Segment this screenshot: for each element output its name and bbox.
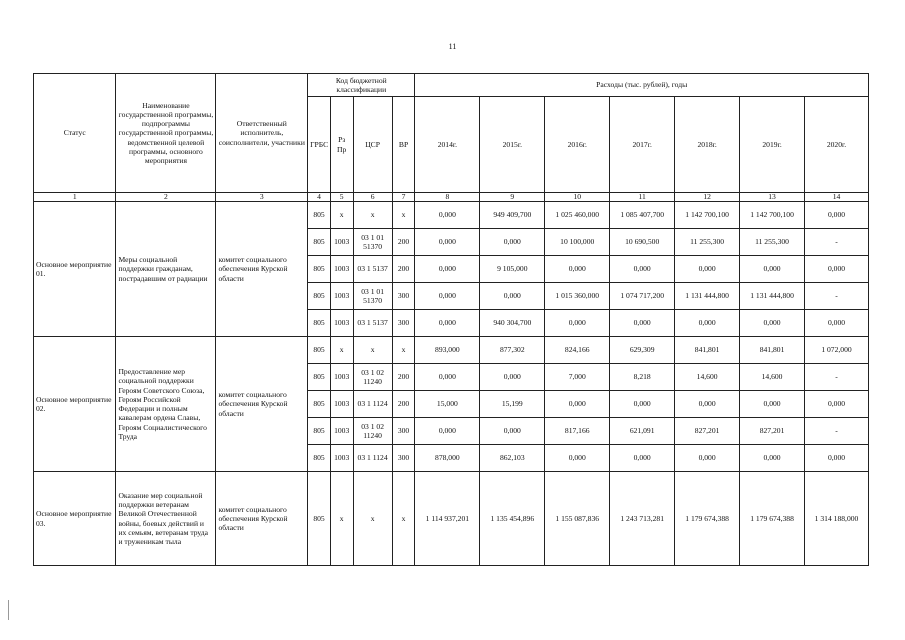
- table-row: [34, 337, 869, 364]
- header-year-2015: 2015г.: [480, 97, 545, 193]
- expense-value-cell: 0,000: [805, 202, 869, 229]
- header-year-2017: 2017г.: [610, 97, 675, 193]
- expense-value-cell: 1 114 937,201: [415, 472, 480, 566]
- vr-cell: 300: [392, 283, 415, 310]
- expense-value-cell: 1 015 360,000: [545, 283, 610, 310]
- column-number: 13: [740, 193, 805, 202]
- csr-cell: 03 1 1124: [353, 391, 392, 418]
- expense-value-cell: 0,000: [480, 229, 545, 256]
- expense-value-cell: 0,000: [545, 310, 610, 337]
- column-number: 7: [392, 193, 415, 202]
- header-expenses: Расходы (тыс. рублей), годы: [415, 74, 869, 97]
- expense-value-cell: 824,166: [545, 337, 610, 364]
- expense-value-cell: 1 142 700,100: [740, 202, 805, 229]
- header-status: Статус: [34, 74, 116, 193]
- header-budget-code: Код бюджетной классификации: [308, 74, 415, 97]
- expense-value-cell: 0,000: [675, 256, 740, 283]
- column-number: 6: [353, 193, 392, 202]
- executor-cell: комитет социального обеспечения Курской области: [216, 472, 308, 566]
- expense-value-cell: 0,000: [610, 256, 675, 283]
- header-executor: Ответственный исполнитель, соисполнители, участники: [216, 74, 308, 193]
- expense-value-cell: 0,000: [610, 445, 675, 472]
- csr-cell: 03 1 01 51370: [353, 229, 392, 256]
- vr-cell: 300: [392, 418, 415, 445]
- expense-value-cell: 841,801: [740, 337, 805, 364]
- expense-value-cell: 1 072,000: [805, 337, 869, 364]
- grbs-cell: 805: [308, 364, 331, 391]
- expense-value-cell: 1 085 407,700: [610, 202, 675, 229]
- grbs-cell: 805: [308, 445, 331, 472]
- rzpr-cell: х: [330, 472, 353, 566]
- expense-value-cell: 0,000: [415, 364, 480, 391]
- expense-value-cell: 0,000: [545, 445, 610, 472]
- expense-value-cell: 1 314 188,000: [805, 472, 869, 566]
- csr-cell: 03 1 02 11240: [353, 418, 392, 445]
- csr-cell: х: [353, 202, 392, 229]
- vr-cell: 200: [392, 391, 415, 418]
- table-row: [34, 472, 869, 566]
- activity-name-cell: Меры социальной поддержки гражданам, пострадавшим от радиации: [116, 202, 216, 337]
- csr-cell: 03 1 02 11240: [353, 364, 392, 391]
- header-grbs: ГРБС: [308, 97, 331, 193]
- csr-cell: 03 1 1124: [353, 445, 392, 472]
- expense-value-cell: 11 255,300: [740, 229, 805, 256]
- header-csr: ЦСР: [353, 97, 392, 193]
- grbs-cell: 805: [308, 472, 331, 566]
- expense-value-cell: 10 100,000: [545, 229, 610, 256]
- rzpr-cell: 1003: [330, 310, 353, 337]
- expense-value-cell: 0,000: [545, 256, 610, 283]
- expense-value-cell: 15,000: [415, 391, 480, 418]
- expense-value-cell: 0,000: [610, 310, 675, 337]
- expense-value-cell: 7,000: [545, 364, 610, 391]
- expense-value-cell: 1 131 444,800: [740, 283, 805, 310]
- rzpr-cell: 1003: [330, 256, 353, 283]
- activity-name-cell: Оказание мер социальной поддержки ветеранам Великой Отечественной войны, боевых действий и их семьям, ветеранам труда и труженикам тыла: [116, 472, 216, 566]
- expense-value-cell: 0,000: [740, 310, 805, 337]
- expense-value-cell: 0,000: [740, 445, 805, 472]
- expense-value-cell: 0,000: [675, 445, 740, 472]
- expense-value-cell: 1 179 674,388: [740, 472, 805, 566]
- expense-value-cell: 862,103: [480, 445, 545, 472]
- header-vr: ВР: [392, 97, 415, 193]
- activity-name-cell: Предоставление мер социальной поддержки Героям Советского Союза, Героям Российской Федерации и полным кавалерам ордена Славы, Героям Социалистического Труда: [116, 337, 216, 472]
- vr-cell: 200: [392, 256, 415, 283]
- expense-value-cell: -: [805, 418, 869, 445]
- header-year-2018: 2018г.: [675, 97, 740, 193]
- header-year-2016: 2016г.: [545, 97, 610, 193]
- expense-value-cell: 10 690,500: [610, 229, 675, 256]
- expense-value-cell: 1 243 713,281: [610, 472, 675, 566]
- table-body: [34, 202, 869, 566]
- vr-cell: х: [392, 202, 415, 229]
- expense-value-cell: 877,302: [480, 337, 545, 364]
- column-number: 10: [545, 193, 610, 202]
- grbs-cell: 805: [308, 337, 331, 364]
- expense-value-cell: 0,000: [805, 310, 869, 337]
- expense-value-cell: 0,000: [415, 283, 480, 310]
- vr-cell: х: [392, 472, 415, 566]
- grbs-cell: 805: [308, 256, 331, 283]
- expense-value-cell: 15,199: [480, 391, 545, 418]
- grbs-cell: 805: [308, 391, 331, 418]
- expense-value-cell: 0,000: [415, 256, 480, 283]
- column-number: 14: [805, 193, 869, 202]
- csr-cell: 03 1 01 51370: [353, 283, 392, 310]
- page-number: 11: [448, 42, 457, 51]
- expense-value-cell: 1 142 700,100: [675, 202, 740, 229]
- expense-value-cell: -: [805, 283, 869, 310]
- expense-value-cell: 0,000: [740, 256, 805, 283]
- expense-value-cell: 14,600: [740, 364, 805, 391]
- expense-value-cell: 0,000: [675, 310, 740, 337]
- csr-cell: х: [353, 472, 392, 566]
- rzpr-cell: 1003: [330, 229, 353, 256]
- vr-cell: х: [392, 337, 415, 364]
- rzpr-cell: 1003: [330, 418, 353, 445]
- expense-value-cell: 621,091: [610, 418, 675, 445]
- expense-value-cell: -: [805, 364, 869, 391]
- expense-value-cell: 0,000: [415, 310, 480, 337]
- column-number: 9: [480, 193, 545, 202]
- expense-value-cell: 940 304,700: [480, 310, 545, 337]
- column-number: 8: [415, 193, 480, 202]
- rzpr-cell: х: [330, 202, 353, 229]
- expense-value-cell: 893,000: [415, 337, 480, 364]
- csr-cell: х: [353, 337, 392, 364]
- expense-value-cell: 0,000: [805, 445, 869, 472]
- rzpr-cell: 1003: [330, 283, 353, 310]
- vr-cell: 300: [392, 445, 415, 472]
- column-number: 2: [116, 193, 216, 202]
- expense-value-cell: 0,000: [480, 364, 545, 391]
- expense-value-cell: 0,000: [415, 418, 480, 445]
- expense-value-cell: 0,000: [415, 229, 480, 256]
- expense-value-cell: 1 135 454,896: [480, 472, 545, 566]
- expense-value-cell: 878,000: [415, 445, 480, 472]
- expense-value-cell: 1 025 460,000: [545, 202, 610, 229]
- header-name: Наименование государственной программы, подпрограммы государственной программы, ведомственной целевой программы, основного мероприятия: [116, 74, 216, 193]
- status-cell: Основное мероприятие 01.: [34, 202, 116, 337]
- column-number: 11: [610, 193, 675, 202]
- column-number: 5: [330, 193, 353, 202]
- expense-value-cell: 817,166: [545, 418, 610, 445]
- expense-value-cell: 827,201: [675, 418, 740, 445]
- expense-value-cell: 14,600: [675, 364, 740, 391]
- column-number-row: [34, 193, 869, 202]
- header-rzpr: Рз Пр: [330, 97, 353, 193]
- column-number: 4: [308, 193, 331, 202]
- rzpr-cell: х: [330, 337, 353, 364]
- expense-value-cell: 827,201: [740, 418, 805, 445]
- scan-margin-mark: [8, 600, 9, 620]
- expense-value-cell: 1 131 444,800: [675, 283, 740, 310]
- expense-value-cell: 949 409,700: [480, 202, 545, 229]
- expense-value-cell: 841,801: [675, 337, 740, 364]
- budget-table: [33, 73, 869, 566]
- expense-value-cell: 629,309: [610, 337, 675, 364]
- executor-cell: комитет социального обеспечения Курской области: [216, 337, 308, 472]
- table-row: [34, 202, 869, 229]
- header-year-2014: 2014г.: [415, 97, 480, 193]
- header-year-2020: 2020г.: [805, 97, 869, 193]
- grbs-cell: 805: [308, 202, 331, 229]
- column-number: 12: [675, 193, 740, 202]
- grbs-cell: 805: [308, 418, 331, 445]
- expense-value-cell: 0,000: [480, 283, 545, 310]
- csr-cell: 03 1 5137: [353, 256, 392, 283]
- expense-value-cell: -: [805, 229, 869, 256]
- vr-cell: 300: [392, 310, 415, 337]
- status-cell: Основное мероприятие 02.: [34, 337, 116, 472]
- column-number: 1: [34, 193, 116, 202]
- grbs-cell: 805: [308, 310, 331, 337]
- csr-cell: 03 1 5137: [353, 310, 392, 337]
- rzpr-cell: 1003: [330, 391, 353, 418]
- rzpr-cell: 1003: [330, 364, 353, 391]
- expense-value-cell: 0,000: [805, 256, 869, 283]
- expense-value-cell: 1 155 087,836: [545, 472, 610, 566]
- executor-cell: комитет социального обеспечения Курской области: [216, 202, 308, 337]
- expense-value-cell: 0,000: [480, 418, 545, 445]
- vr-cell: 200: [392, 364, 415, 391]
- status-cell: Основное мероприятие 03.: [34, 472, 116, 566]
- expense-value-cell: 1 179 674,388: [675, 472, 740, 566]
- rzpr-cell: 1003: [330, 445, 353, 472]
- grbs-cell: 805: [308, 283, 331, 310]
- expense-value-cell: 9 105,000: [480, 256, 545, 283]
- expense-value-cell: 0,000: [805, 391, 869, 418]
- expense-value-cell: 8,218: [610, 364, 675, 391]
- expense-value-cell: 1 074 717,200: [610, 283, 675, 310]
- expense-value-cell: 0,000: [610, 391, 675, 418]
- expense-value-cell: 0,000: [675, 391, 740, 418]
- grbs-cell: 805: [308, 229, 331, 256]
- column-number: 3: [216, 193, 308, 202]
- vr-cell: 200: [392, 229, 415, 256]
- expense-value-cell: 0,000: [415, 202, 480, 229]
- expense-value-cell: 11 255,300: [675, 229, 740, 256]
- expense-value-cell: 0,000: [545, 391, 610, 418]
- expense-value-cell: 0,000: [740, 391, 805, 418]
- header-year-2019: 2019г.: [740, 97, 805, 193]
